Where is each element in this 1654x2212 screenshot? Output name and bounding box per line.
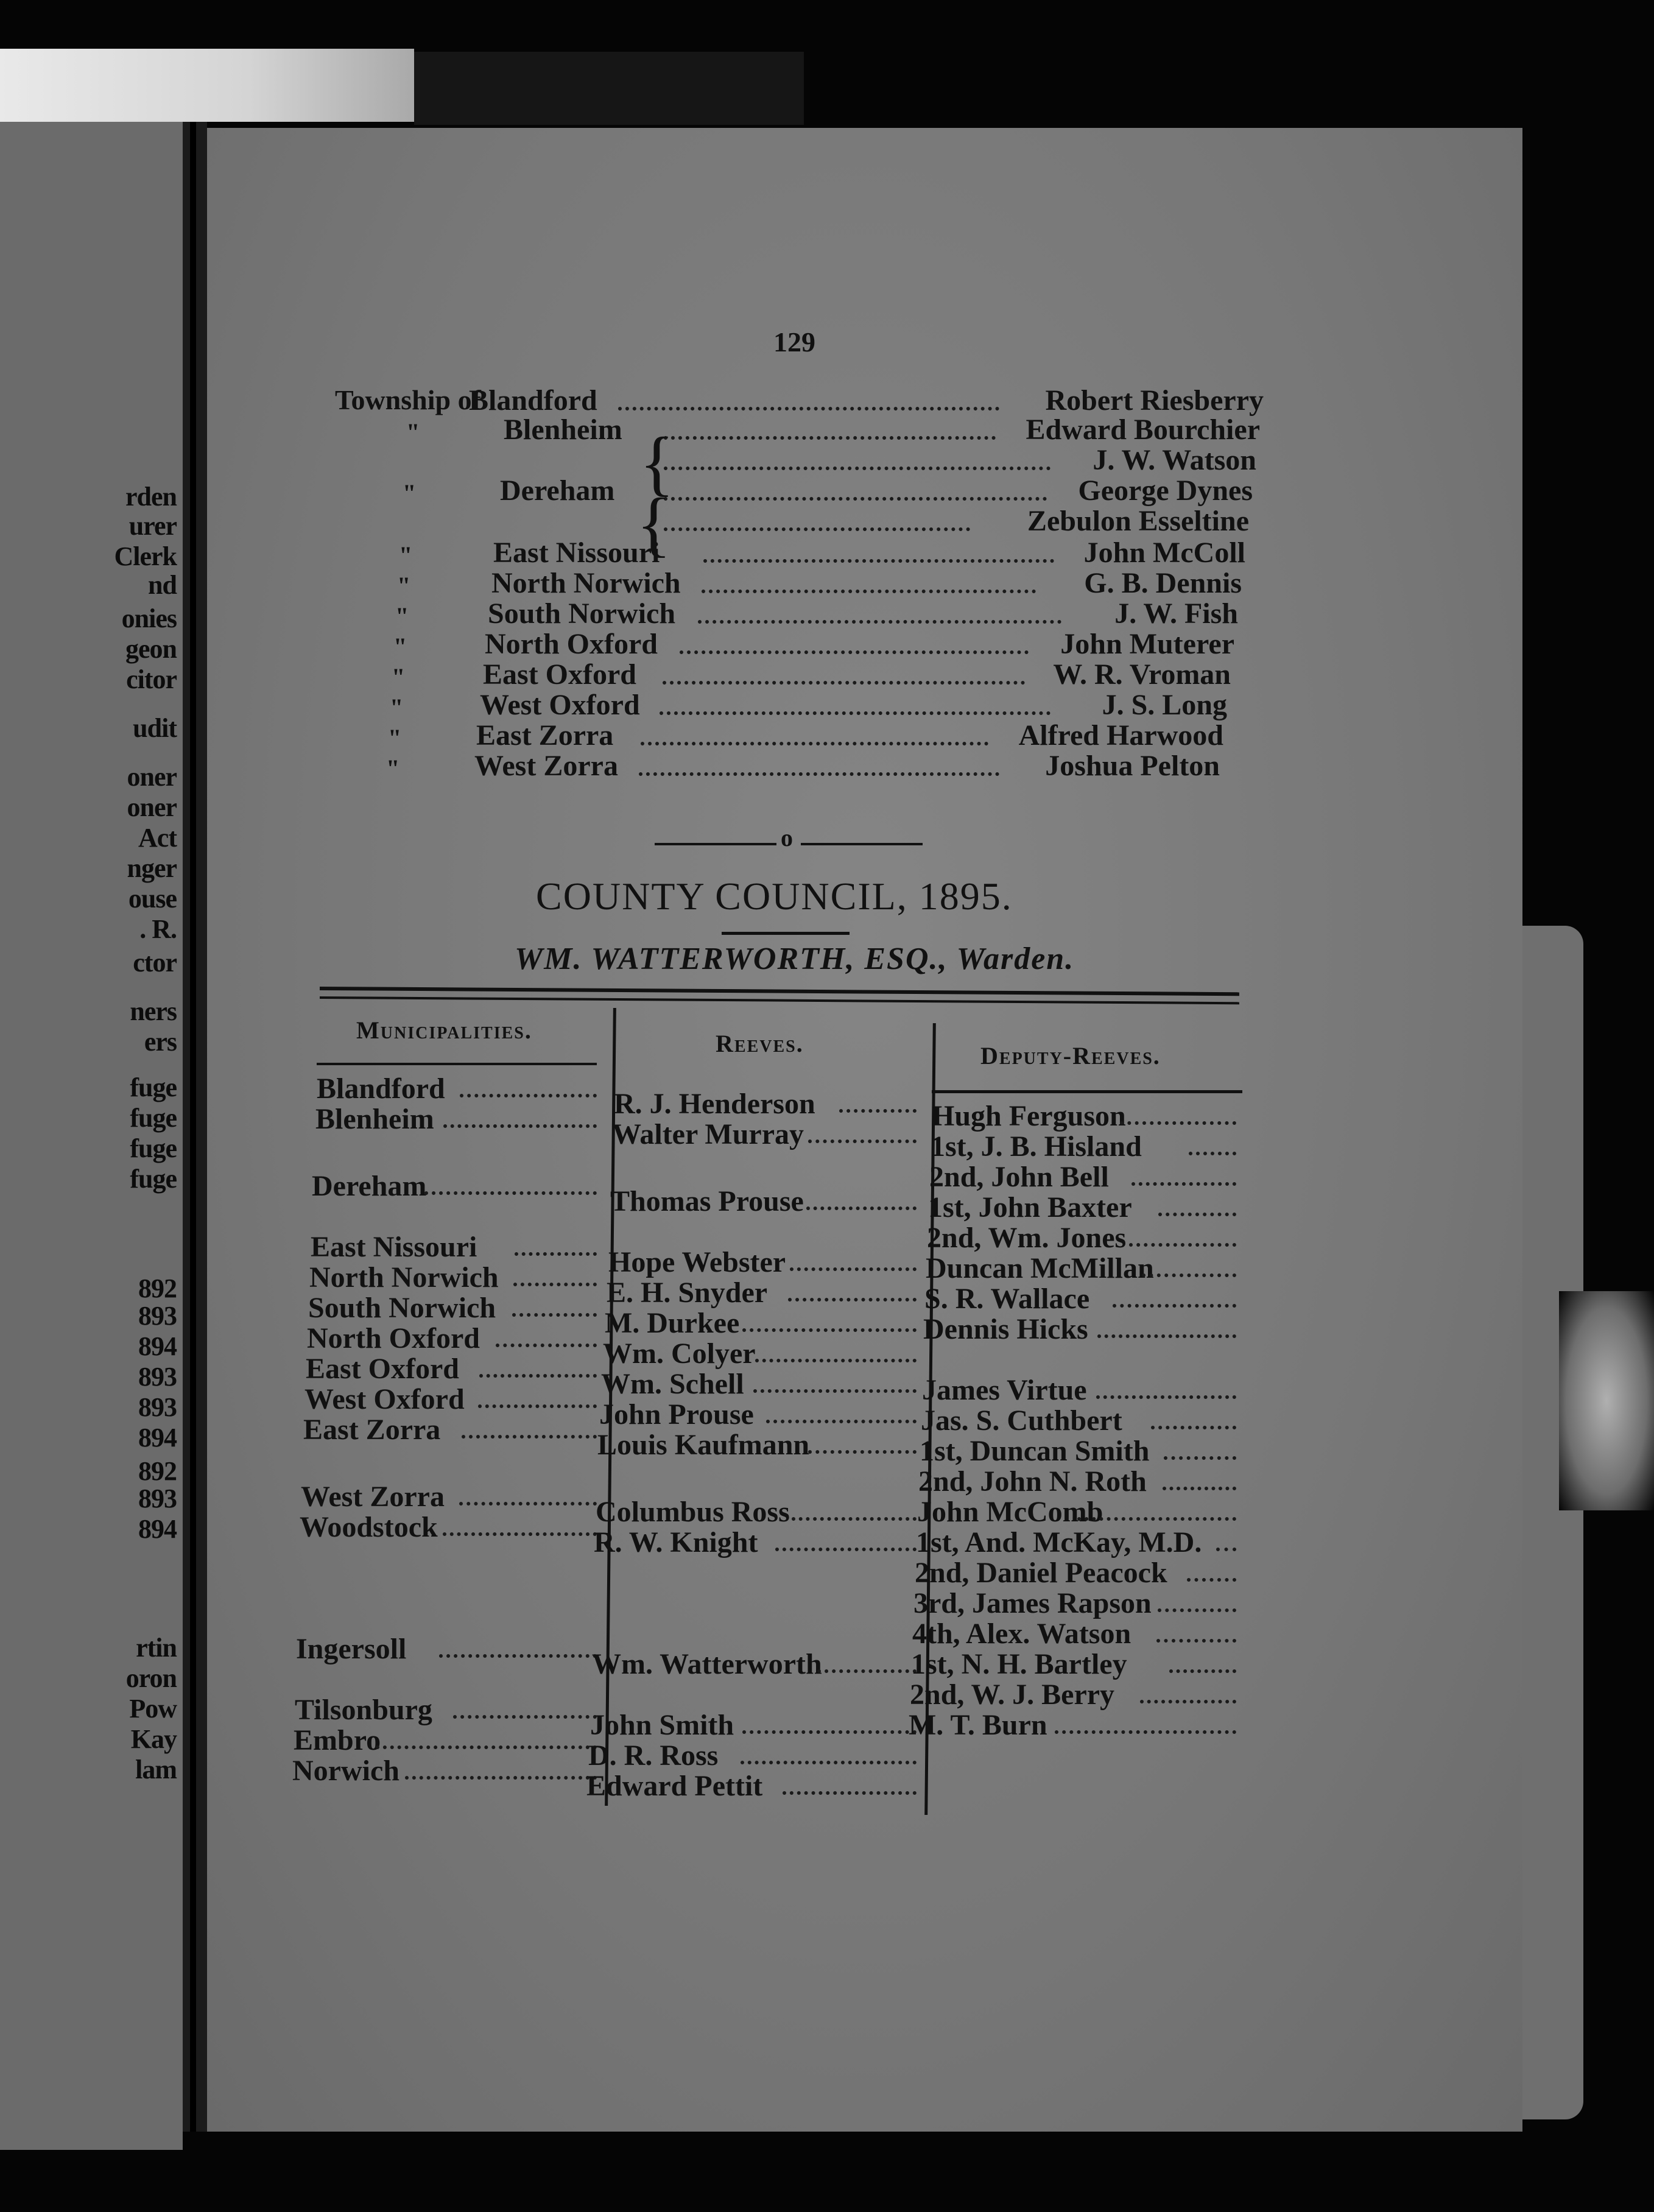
leader-dots (817, 1669, 917, 1673)
previous-page-word: 893 (138, 1392, 177, 1422)
leader-dots (443, 1532, 597, 1536)
township-reeve: Robert Riesberry (1045, 384, 1264, 417)
brace-dereham: { (636, 483, 672, 564)
table-deputy-reeve: 1st, Duncan Smith (920, 1435, 1150, 1467)
leader-dots (1120, 1121, 1236, 1125)
previous-page-word: urer (128, 511, 177, 541)
table-municipality: East Oxford (306, 1353, 459, 1385)
previous-page-word: lam (135, 1755, 177, 1784)
leader-dots (1163, 1487, 1236, 1490)
table-reeve: Louis Kaufmann (597, 1429, 810, 1461)
leader-dots (618, 407, 999, 410)
leader-dots (460, 1094, 597, 1097)
table-deputy-reeve: 2nd, John N. Roth (918, 1465, 1147, 1498)
col-header-reeves: Reeves. (716, 1030, 804, 1057)
leader-dots (1189, 1152, 1236, 1155)
previous-page-word: 892 (138, 1273, 177, 1303)
previous-page-word: nd (148, 570, 177, 600)
table-deputy-reeve: 2nd, W. J. Berry (910, 1678, 1115, 1711)
table-deputy-reeve: S. R. Wallace (924, 1283, 1090, 1315)
leader-dots (1077, 1517, 1236, 1521)
township-name: West Zorra (474, 750, 618, 782)
township-reeve: J. W. Fish (1114, 597, 1238, 630)
table-reeve: R. W. Knight (594, 1526, 758, 1559)
leader-dots (478, 1404, 597, 1408)
leader-dots (1140, 1700, 1236, 1703)
header-underline-3 (932, 1090, 1242, 1093)
leader-dots (439, 1654, 597, 1658)
township-name: North Oxford (485, 628, 658, 660)
township-name: East Zorra (476, 719, 614, 752)
township-name: East Nissouri (493, 537, 660, 569)
leader-dots (660, 711, 1050, 715)
previous-page-word: geon (125, 634, 177, 664)
township-reeve: Joshua Pelton (1045, 750, 1220, 782)
township-reeve: Alfred Harwood (1018, 719, 1223, 752)
previous-page-word: 893 (138, 1301, 177, 1331)
leader-dots (808, 1139, 917, 1143)
leader-dots (1156, 1639, 1236, 1643)
leader-dots (1158, 1213, 1236, 1216)
leader-dots (663, 681, 1025, 685)
previous-page-word: rtin (136, 1633, 177, 1663)
township-reeve: John Muterer (1060, 628, 1234, 660)
table-reeve: Columbus Ross (596, 1496, 790, 1528)
township-name: Dereham (500, 474, 615, 507)
previous-page-word: Act (138, 823, 177, 853)
leader-dots (775, 1548, 917, 1551)
ditto-mark: " (393, 633, 407, 660)
leader-dots (424, 1191, 597, 1195)
leader-dots (639, 772, 999, 776)
leader-dots (753, 1389, 917, 1393)
table-municipality: Woodstock (300, 1511, 438, 1543)
township-reeve: J. S. Long (1102, 689, 1227, 721)
page-edge (1516, 926, 1583, 2119)
ditto-mark: " (392, 663, 406, 691)
leader-dots (790, 1267, 917, 1271)
warden-line: WM. WATTERWORTH, ESQ., Warden. (515, 942, 1075, 976)
ditto-mark: " (406, 418, 420, 446)
township-reeve: W. R. Vroman (1053, 658, 1231, 691)
leader-dots (405, 1776, 597, 1780)
table-municipality: West Oxford (304, 1383, 465, 1415)
leader-dots (1216, 1548, 1236, 1551)
leader-dots (766, 1420, 917, 1423)
leader-dots (1055, 1730, 1236, 1734)
leader-dots (755, 1359, 917, 1362)
leader-dots (376, 1745, 597, 1749)
leader-dots (1169, 1669, 1236, 1673)
table-municipality: Ingersoll (296, 1633, 407, 1665)
previous-page-word: 894 (138, 1423, 177, 1453)
header-underline-1 (317, 1063, 597, 1065)
leader-dots (479, 1374, 597, 1378)
table-municipality: North Oxford (307, 1322, 480, 1354)
township-name: North Norwich (491, 567, 681, 599)
table-deputy-reeve: John McComb (917, 1496, 1103, 1528)
leader-dots (839, 1109, 917, 1113)
leader-dots (462, 1435, 597, 1439)
table-reeve: Thomas Prouse (610, 1185, 804, 1217)
leader-dots (806, 1206, 917, 1210)
previous-page-word: 894 (138, 1514, 177, 1544)
previous-page-word: ners (130, 996, 177, 1026)
township-name: West Oxford (480, 689, 640, 721)
ditto-mark: " (386, 755, 400, 782)
previous-page-top-dark (414, 52, 804, 125)
table-deputy-reeve: Hugh Ferguson (932, 1100, 1126, 1132)
leader-dots (808, 1450, 917, 1454)
table-deputy-reeve: 4th, Alex. Watson (912, 1618, 1131, 1650)
table-municipality: East Zorra (303, 1414, 441, 1446)
table-reeve: E. H. Snyder (607, 1277, 768, 1309)
table-reeve: Wm. Schell (601, 1368, 744, 1400)
township-name: Blandford (469, 384, 597, 417)
table-deputy-reeve: Dennis Hicks (923, 1313, 1088, 1345)
table-municipality: South Norwich (308, 1292, 496, 1324)
leader-dots (788, 1298, 917, 1301)
previous-page-word: citor (126, 664, 177, 694)
table-deputy-reeve: 2nd, John Bell (929, 1161, 1109, 1193)
table-municipality: West Zorra (301, 1481, 445, 1513)
township-reeve: John McColl (1083, 537, 1245, 569)
township-prefix: Township of (335, 384, 481, 415)
leader-dots (1131, 1182, 1236, 1186)
township-reeve: George Dynes (1078, 474, 1253, 507)
table-deputy-reeve: 1st, And. McKay, M.D. (916, 1526, 1202, 1559)
table-deputy-reeve: 2nd, Wm. Jones (927, 1222, 1127, 1254)
previous-page-word: rden (125, 482, 177, 512)
separator-mark: o (781, 824, 793, 851)
leader-dots (513, 1283, 597, 1286)
table-municipality: North Norwich (309, 1261, 499, 1294)
leader-dots (703, 559, 1054, 563)
leader-dots (698, 620, 1061, 624)
table-reeve: Hope Webster (608, 1246, 786, 1278)
ditto-mark: " (403, 479, 417, 507)
previous-page-word: ctor (133, 948, 177, 977)
title-underline (722, 932, 850, 935)
township-name: East Oxford (483, 658, 636, 691)
previous-page-word: Pow (129, 1694, 177, 1724)
township-reeve: J. W. Watson (1093, 444, 1256, 476)
leader-dots (1129, 1243, 1236, 1247)
township-name: South Norwich (488, 597, 676, 630)
table-reeve: Walter Murray (612, 1118, 804, 1150)
table-municipality: Blandford (317, 1073, 445, 1105)
table-municipality: Norwich (292, 1755, 399, 1787)
leader-dots (664, 527, 970, 531)
previous-page-word: udit (133, 713, 177, 743)
previous-page-word: 894 (138, 1331, 177, 1361)
leader-dots (680, 650, 1029, 654)
table-deputy-reeve: 3rd, James Rapson (913, 1587, 1152, 1619)
table-reeve: John Prouse (599, 1398, 754, 1431)
leader-dots (742, 1730, 917, 1734)
table-deputy-reeve: James Virtue (922, 1374, 1087, 1406)
previous-page-top-photo (0, 49, 414, 122)
separator-left (655, 843, 776, 845)
previous-page-word: nger (127, 853, 177, 883)
col-header-municipalities: Municipalities. (356, 1016, 532, 1044)
previous-page-word: oner (127, 792, 177, 822)
table-reeve: M. Durkee (605, 1307, 740, 1339)
ditto-mark: " (399, 541, 413, 569)
previous-page-word: Clerk (114, 541, 177, 571)
previous-page-word: fuge (130, 1073, 177, 1102)
previous-page-word: . R. (139, 914, 177, 944)
leader-dots (742, 1328, 917, 1332)
previous-page-word: 893 (138, 1362, 177, 1392)
ditto-mark: " (397, 572, 411, 599)
leader-dots (459, 1502, 597, 1506)
township-name: Blenheim (504, 414, 622, 446)
leader-dots (1113, 1304, 1236, 1308)
leader-dots (496, 1344, 597, 1347)
table-deputy-reeve: Duncan McMillan (926, 1252, 1154, 1284)
previous-page-word: fuge (130, 1133, 177, 1163)
table-reeve: Edward Pettit (586, 1770, 763, 1802)
leader-dots (453, 1715, 597, 1719)
leader-dots (1158, 1608, 1236, 1612)
township-reeve: Zebulon Esseltine (1027, 505, 1249, 537)
leader-dots (1096, 1395, 1236, 1399)
township-reeve: G. B. Dennis (1084, 567, 1242, 599)
separator-right (801, 843, 923, 845)
ditto-mark: " (390, 694, 404, 721)
brace-blenheim: { (639, 422, 675, 503)
leader-dots (664, 467, 1050, 470)
leader-dots (741, 1761, 917, 1764)
leader-dots (702, 590, 1036, 593)
previous-page-word: oner (127, 762, 177, 792)
previous-page-word: 892 (138, 1456, 177, 1486)
table-deputy-reeve: 1st, N. H. Bartley (911, 1648, 1127, 1680)
previous-page-word: ouse (128, 884, 177, 914)
leader-dots (783, 1791, 917, 1795)
council-title: COUNTY COUNCIL, 1895. (536, 875, 1013, 918)
table-municipality: Tilsonburg (295, 1694, 432, 1726)
previous-page-word: 893 (138, 1484, 177, 1513)
table-municipality: East Nissouri (311, 1231, 477, 1263)
table-deputy-reeve: 1st, J. B. Hisland (931, 1130, 1142, 1163)
ditto-mark: " (395, 602, 409, 630)
table-municipality: Embro (294, 1724, 381, 1756)
table-reeve: Wm. Colyer (603, 1337, 756, 1370)
table-deputy-reeve: Jas. S. Cuthbert (921, 1404, 1122, 1437)
previous-page-word: Kay (130, 1724, 177, 1754)
leader-dots (512, 1313, 597, 1317)
leader-dots (1164, 1456, 1236, 1460)
col-header-deputy-reeves: Deputy-Reeves. (980, 1042, 1161, 1069)
table-reeve: D. R. Ross (588, 1739, 719, 1772)
table-deputy-reeve: M. T. Burn (909, 1709, 1047, 1741)
ditto-mark: " (388, 724, 402, 752)
page-edge-stain (1559, 1291, 1654, 1510)
township-reeve: Edward Bourchier (1026, 414, 1260, 446)
gutter-line (190, 122, 196, 2132)
leader-dots (664, 436, 996, 440)
table-reeve: John Smith (590, 1709, 734, 1741)
leader-dots (792, 1517, 917, 1521)
table-reeve: Wm. Watterworth (592, 1648, 822, 1680)
previous-page-word: onies (121, 604, 177, 633)
leader-dots (1097, 1334, 1236, 1338)
leader-dots (1151, 1426, 1236, 1429)
leader-dots (1142, 1273, 1236, 1277)
leader-dots (1187, 1578, 1236, 1582)
table-municipality: Dereham (312, 1170, 427, 1202)
previous-page-word: fuge (130, 1164, 177, 1194)
table-deputy-reeve: 2nd, Daniel Peacock (915, 1557, 1167, 1589)
leader-dots (664, 497, 1047, 501)
table-municipality: Blenheim (315, 1103, 434, 1135)
leader-dots (515, 1252, 597, 1256)
leader-dots (641, 742, 988, 745)
table-deputy-reeve: 1st, John Baxter (928, 1191, 1132, 1224)
page-number: 129 (773, 326, 815, 358)
previous-page-word: fuge (130, 1103, 177, 1133)
previous-page-word: oron (125, 1663, 177, 1693)
leader-dots (443, 1124, 597, 1128)
table-reeve: R. J. Henderson (614, 1088, 815, 1120)
previous-page-word: ers (144, 1027, 177, 1057)
